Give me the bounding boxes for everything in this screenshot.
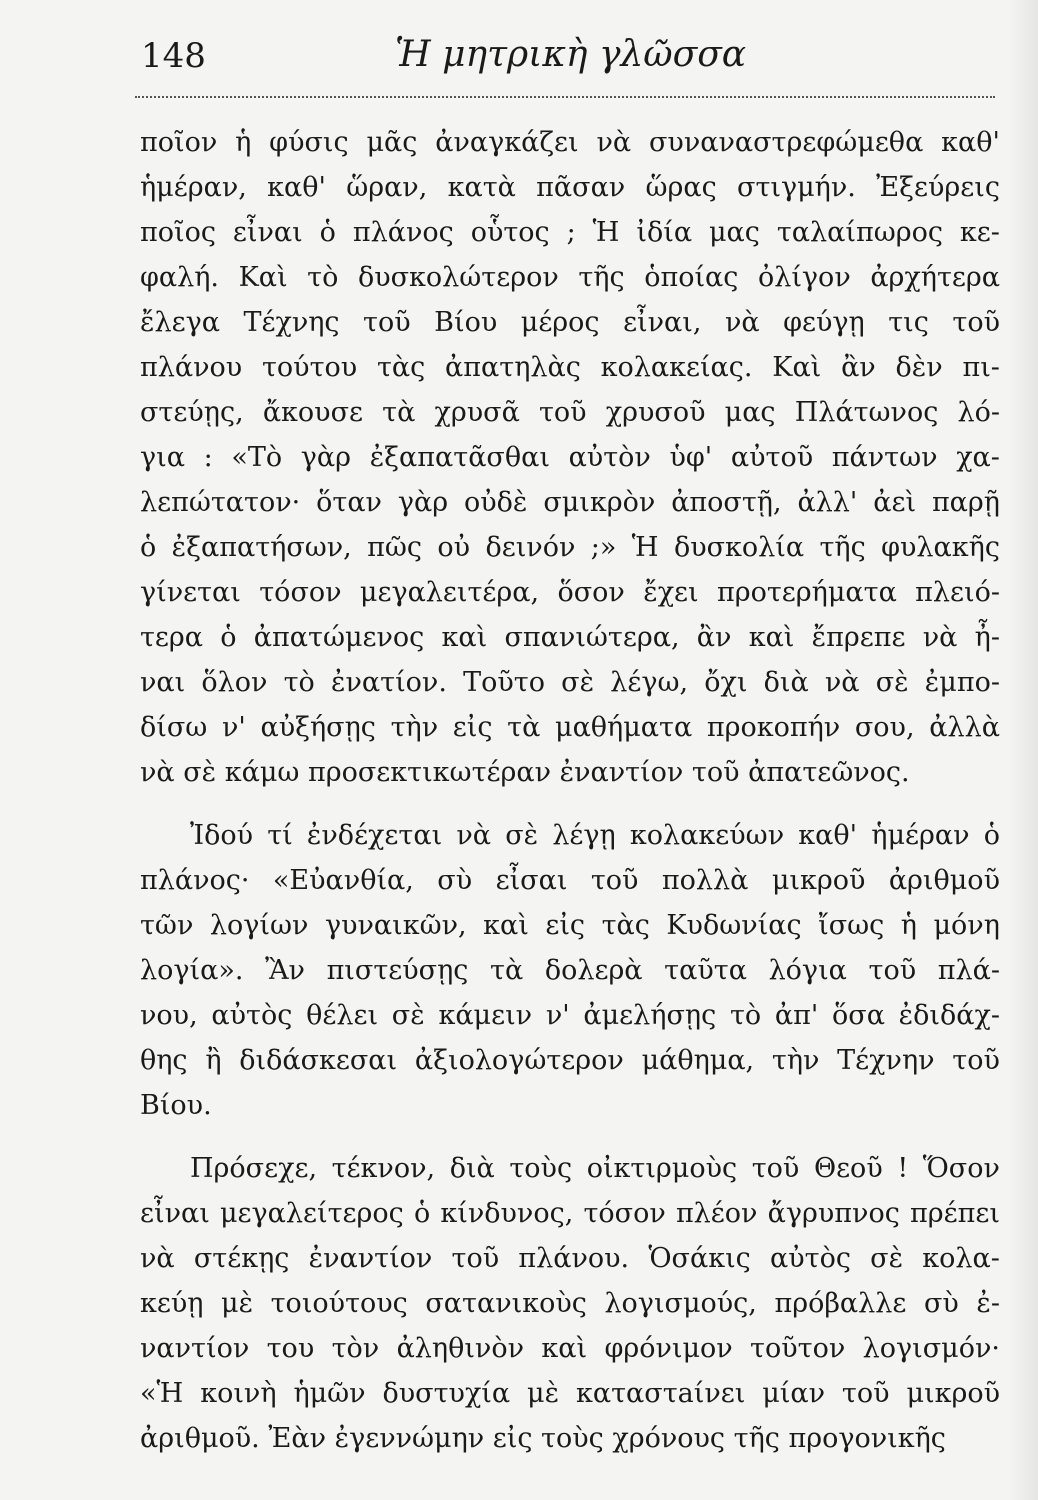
text-line: εἶναι μεγαλείτερος ὁ κίνδυνος, τόσον πλέον ἄγρυπνος πρέπει <box>140 1198 1000 1229</box>
page-number: 148 <box>141 36 206 76</box>
paragraph <box>140 120 1000 795</box>
text-line: γίνεται τόσον μεγαλειτέρα, ὅσον ἔχει προτερήματα πλειό- <box>140 577 1000 608</box>
page-edge-shadow <box>1008 0 1038 1500</box>
text-line: ἡμέραν, καθ' ὥραν, κατὰ πᾶσαν ὥρας στιγμήν. Ἐξεύρεις <box>140 172 1000 203</box>
text-line: ὁ ἐξαπατήσων, πῶς οὐ δεινόν ;» Ἡ δυσκολία τῆς φυλακῆς <box>140 532 1000 563</box>
paragraph <box>140 813 1000 1128</box>
header-rule <box>135 96 995 98</box>
text-line: νὰ σὲ κάμω προσεκτικωτέραν ἐναντίον τοῦ ἀπατεῶνος. <box>140 757 910 788</box>
text-line: ναι ὅλον τὸ ἐνατίον. Τοῦτο σὲ λέγω, ὄχι διὰ νὰ σὲ ἐμπο- <box>140 667 1000 698</box>
text-line: ἀριθμοῦ. Ἐὰν ἐγεννώμην εἰς τοὺς χρόνους τῆς προγονικῆς <box>140 1423 946 1454</box>
text-line: νὰ στέκῃς ἐναντίον τοῦ πλάνου. Ὁσάκις αὐτὸς σὲ κολα- <box>140 1243 1000 1274</box>
text-line: στεύῃς, ἄκουσε τὰ χρυσᾶ τοῦ χρυσοῦ μας Πλάτωνος λό- <box>140 397 1000 428</box>
text-line: θης ἢ διδάσκεσαι ἀξιολογώτερον μάθημα, τὴν Τέχνην τοῦ <box>140 1045 1000 1076</box>
text-line: τῶν λογίων γυναικῶν, καὶ εἰς τὰς Κυδωνίας ἴσως ἡ μόνη <box>140 910 1000 941</box>
paragraph-gap <box>140 795 1000 813</box>
text-line: «Ἡ κοινὴ ἡμῶν δυστυχία μὲ καταστaίνει μίαν τοῦ μικροῦ <box>140 1378 1000 1409</box>
paragraph-gap <box>140 1128 1000 1146</box>
text-line: νου, αὐτὸς θέλει σὲ κάμειν ν' ἀμελήσῃς τὸ ἀπ' ὅσα ἐδιδάχ- <box>140 1000 1000 1031</box>
text-line: Βίου. <box>140 1090 212 1121</box>
text-line: ναντίον του τὸν ἀληθινὸν καὶ φρόνιμον τοῦτον λογισμόν· <box>140 1333 1000 1364</box>
text-line: λεπώτατον· ὅταν γὰρ οὐδὲ σμικρὸν ἀποστῇ, ἀλλ' ἀεὶ παρῇ <box>140 487 1000 518</box>
text-line: δίσω ν' αὐξήσῃς τὴν εἰς τὰ μαθήματα προκοπήν σου, ἀλλὰ <box>140 712 1000 743</box>
text-line: ποῖον ἡ φύσις μᾶς ἀναγκάζει νὰ συναναστρεφώμεθα καθ' <box>140 127 1000 158</box>
text-line: Πρόσεχε, τέκνον, διὰ τοὺς οἰκτιρμοὺς τοῦ Θεοῦ ! Ὅσον <box>190 1153 1000 1184</box>
body-text <box>140 120 1000 1461</box>
paragraph <box>140 1146 1000 1461</box>
text-line: τερα ὁ ἀπατώμενος καὶ σπανιώτερα, ἂν καὶ ἔπρεπε νὰ ἦ- <box>140 622 1000 653</box>
text-line: ἔλεγα Τέχνης τοῦ Βίου μέρος εἶναι, νὰ φεύγῃ τις τοῦ <box>140 307 1000 338</box>
running-title: Ἡ μητρικὴ γλῶσσα <box>395 34 747 75</box>
paragraphs <box>140 120 1000 1461</box>
page-header <box>135 28 995 98</box>
text-line: Ἰδού τί ἐνδέχεται νὰ σὲ λέγῃ κολακεύων καθ' ἡμέραν ὁ <box>190 820 1000 851</box>
text-line: λογία». Ἂν πιστεύσῃς τὰ δολερὰ ταῦτα λόγια τοῦ πλά- <box>140 955 1000 986</box>
text-line: πλάνος· «Εὐανθία, σὺ εἶσαι τοῦ πολλὰ μικροῦ ἀριθμοῦ <box>140 865 1000 896</box>
text-line: φαλή. Καὶ τὸ δυσκολώτερον τῆς ὁποίας ὀλίγον ἀρχήτερα <box>140 262 1000 293</box>
text-line: πλάνου τούτου τὰς ἀπατηλὰς κολακείας. Καὶ ἂν δὲν πι- <box>140 352 1000 383</box>
text-line: κεύῃ μὲ τοιούτους σατανικοὺς λογισμούς, πρόβαλλε σὺ ἐ- <box>140 1288 1000 1319</box>
text-line: για : «Τὸ γὰρ ἐξαπατᾶσθαι αὐτὸν ὑφ' αὐτοῦ πάντων χα- <box>140 442 1000 473</box>
text-line: ποῖος εἶναι ὁ πλάνος οὗτος ; Ἡ ἰδία μας ταλαίπωρος κε- <box>140 217 1000 248</box>
